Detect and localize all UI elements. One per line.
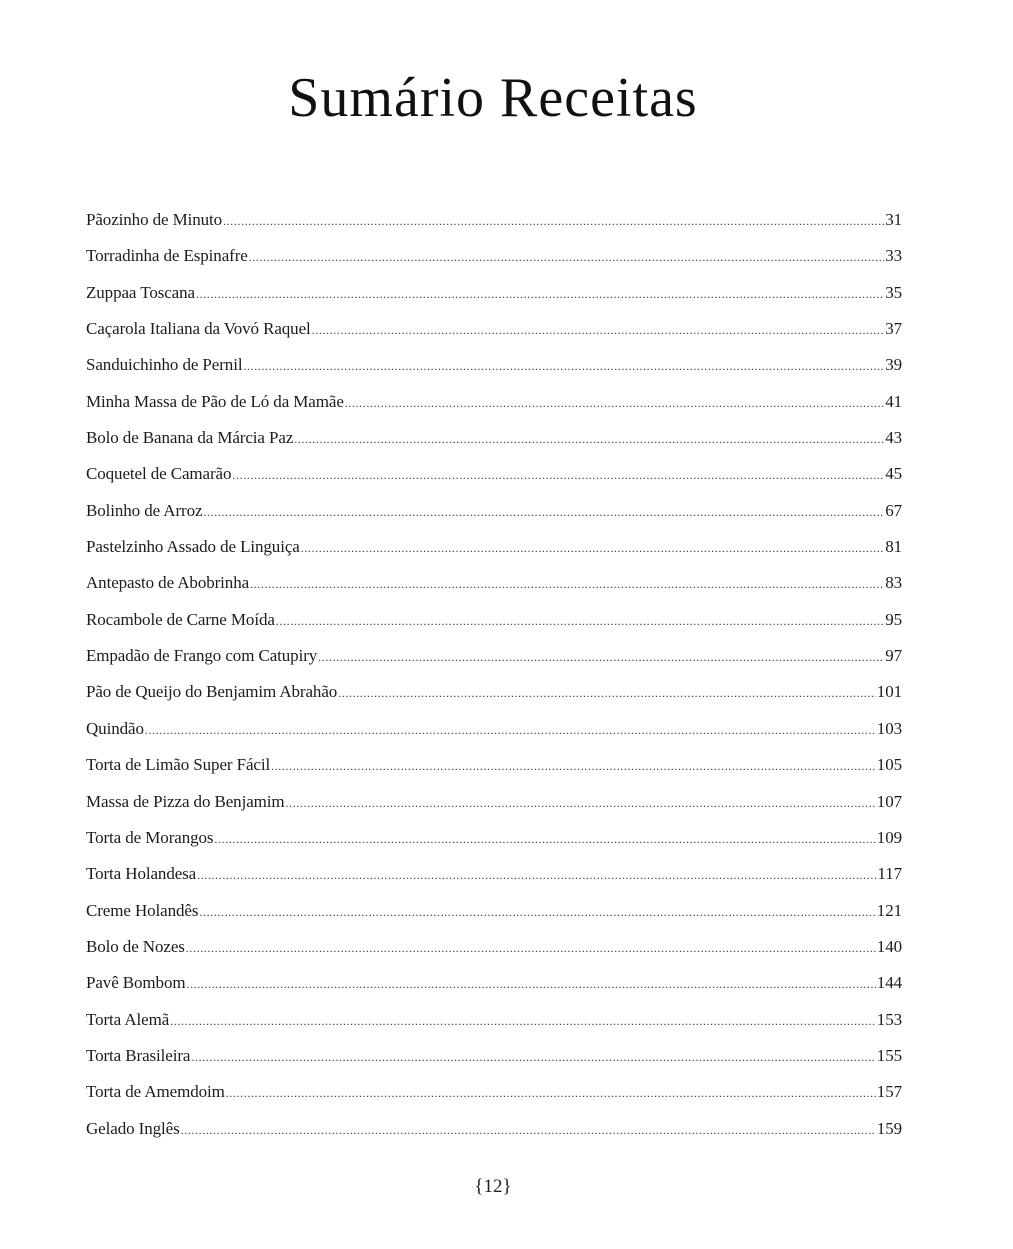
toc-entry	[86, 859, 902, 895]
toc-entry-page: 37	[885, 319, 902, 339]
toc-entry	[86, 605, 902, 641]
dot-leader	[318, 642, 884, 672]
toc-entry	[86, 205, 902, 241]
toc-entry-name: Torta Holandesa	[86, 864, 197, 884]
toc-entry-page: 31	[885, 210, 902, 229]
dot-leader	[214, 824, 875, 854]
toc-entry	[86, 896, 902, 932]
toc-entry-page: 107	[876, 791, 902, 811]
dot-leader	[271, 751, 876, 781]
table-of-contents	[86, 205, 902, 1150]
toc-entry-page: 95	[885, 609, 902, 629]
dot-leader	[197, 860, 876, 890]
toc-entry	[86, 350, 902, 386]
toc-entry	[86, 932, 902, 968]
toc-entry-page: 105	[876, 755, 902, 775]
dot-leader	[223, 206, 884, 236]
toc-entry	[86, 787, 902, 823]
dot-leader	[338, 678, 876, 708]
toc-entry	[86, 423, 902, 459]
toc-entry-page: 81	[885, 537, 902, 557]
dot-leader	[186, 969, 875, 999]
toc-entry-name: Pastelzinho Assado de Linguiça	[86, 537, 300, 557]
toc-entry	[86, 1041, 902, 1077]
toc-entry	[86, 314, 902, 350]
dot-leader	[286, 788, 876, 818]
toc-entry-page: 153	[876, 1009, 902, 1029]
dot-leader	[191, 1042, 875, 1072]
toc-entry	[86, 750, 902, 786]
toc-entry-page: 155	[876, 1045, 902, 1065]
toc-entry	[86, 278, 902, 314]
dot-leader	[170, 1006, 876, 1036]
toc-entry	[86, 387, 902, 423]
toc-entry	[86, 532, 902, 568]
toc-entry-name: Creme Holandês	[86, 900, 199, 920]
toc-entry	[86, 677, 902, 713]
dot-leader	[181, 1115, 876, 1145]
toc-entry-page: 157	[876, 1082, 902, 1102]
toc-entry-name: Pão de Queijo do Benjamim Abrahão	[86, 682, 338, 702]
dot-leader	[249, 242, 884, 272]
dot-leader	[199, 897, 875, 927]
dot-leader	[232, 460, 884, 490]
page-title: Sumário Receitas	[288, 67, 698, 129]
toc-entry	[86, 968, 902, 1004]
toc-entry-page: 43	[885, 428, 902, 448]
toc-entry-name: Caçarola Italiana da Vovó Raquel	[86, 319, 311, 339]
dot-leader	[226, 1078, 876, 1108]
toc-entry	[86, 568, 902, 604]
toc-entry	[86, 241, 902, 277]
toc-entry	[86, 823, 902, 859]
toc-entry-name: Torta de Morangos	[86, 827, 214, 847]
dot-leader	[250, 569, 884, 599]
toc-entry-name: Empadão de Frango com Catupiry	[86, 646, 318, 666]
toc-entry	[86, 714, 902, 750]
dot-leader	[276, 606, 884, 636]
toc-entry-name: Torta Alemã	[86, 1009, 170, 1029]
toc-entry-name: Quindão	[86, 718, 144, 738]
toc-entry-page: 41	[885, 391, 902, 411]
toc-entry-name: Torta de Amemdoim	[86, 1082, 225, 1102]
toc-entry-name: Antepasto de Abobrinha	[86, 573, 250, 593]
toc-entry-page: 159	[876, 1118, 902, 1138]
toc-entry-name: Zuppaa Toscana	[86, 282, 195, 302]
page-number: {12}	[474, 1176, 512, 1197]
toc-entry-page: 35	[885, 282, 902, 302]
toc-entry-page: 101	[876, 682, 902, 702]
dot-leader	[145, 715, 876, 745]
toc-entry-name: Pãozinho de Minuto	[86, 210, 223, 229]
toc-entry-page: 117	[877, 864, 902, 884]
toc-entry-name: Gelado Inglês	[86, 1118, 180, 1138]
toc-entry-name: Torradinha de Espinafre	[86, 246, 248, 266]
toc-entry-page: 144	[876, 973, 902, 993]
toc-entry	[86, 1005, 902, 1041]
toc-entry-page: 39	[885, 355, 902, 375]
dot-leader	[301, 533, 884, 563]
dot-leader	[243, 351, 884, 381]
toc-entry-name: Bolinho de Arroz	[86, 500, 203, 520]
toc-entry	[86, 459, 902, 495]
toc-entry-name: Torta de Limão Super Fácil	[86, 755, 271, 775]
dot-leader	[196, 279, 884, 309]
toc-entry	[86, 496, 902, 532]
toc-entry-name: Pavê Bombom	[86, 973, 186, 993]
toc-entry-name: Torta Brasileira	[86, 1045, 191, 1065]
dot-leader	[345, 388, 884, 418]
toc-entry-page: 83	[885, 573, 902, 593]
toc-entry	[86, 641, 902, 677]
toc-entry-page: 140	[876, 936, 902, 956]
toc-entry-page: 97	[885, 646, 902, 666]
dot-leader	[294, 424, 884, 454]
toc-entry-page: 121	[876, 900, 902, 920]
toc-entry-name: Massa de Pizza do Benjamim	[86, 791, 285, 811]
toc-entry-page: 109	[876, 827, 902, 847]
toc-entry-page: 103	[876, 718, 902, 738]
toc-entry-name: Rocambole de Carne Moída	[86, 609, 275, 629]
toc-entry-name: Minha Massa de Pão de Ló da Mamãe	[86, 391, 344, 411]
toc-entry-page: 45	[885, 464, 902, 484]
dot-leader	[186, 933, 876, 963]
toc-entry-name: Bolo de Banana da Márcia Paz	[86, 428, 294, 448]
toc-entry	[86, 1114, 902, 1150]
toc-entry-name: Sanduichinho de Pernil	[86, 355, 243, 375]
dot-leader	[312, 315, 885, 345]
toc-entry	[86, 1077, 902, 1113]
dot-leader	[203, 497, 884, 527]
toc-entry-name: Bolo de Nozes	[86, 936, 185, 956]
toc-entry-name: Coquetel de Camarão	[86, 464, 232, 484]
toc-entry-page: 67	[885, 500, 902, 520]
toc-entry-page: 33	[885, 246, 902, 266]
